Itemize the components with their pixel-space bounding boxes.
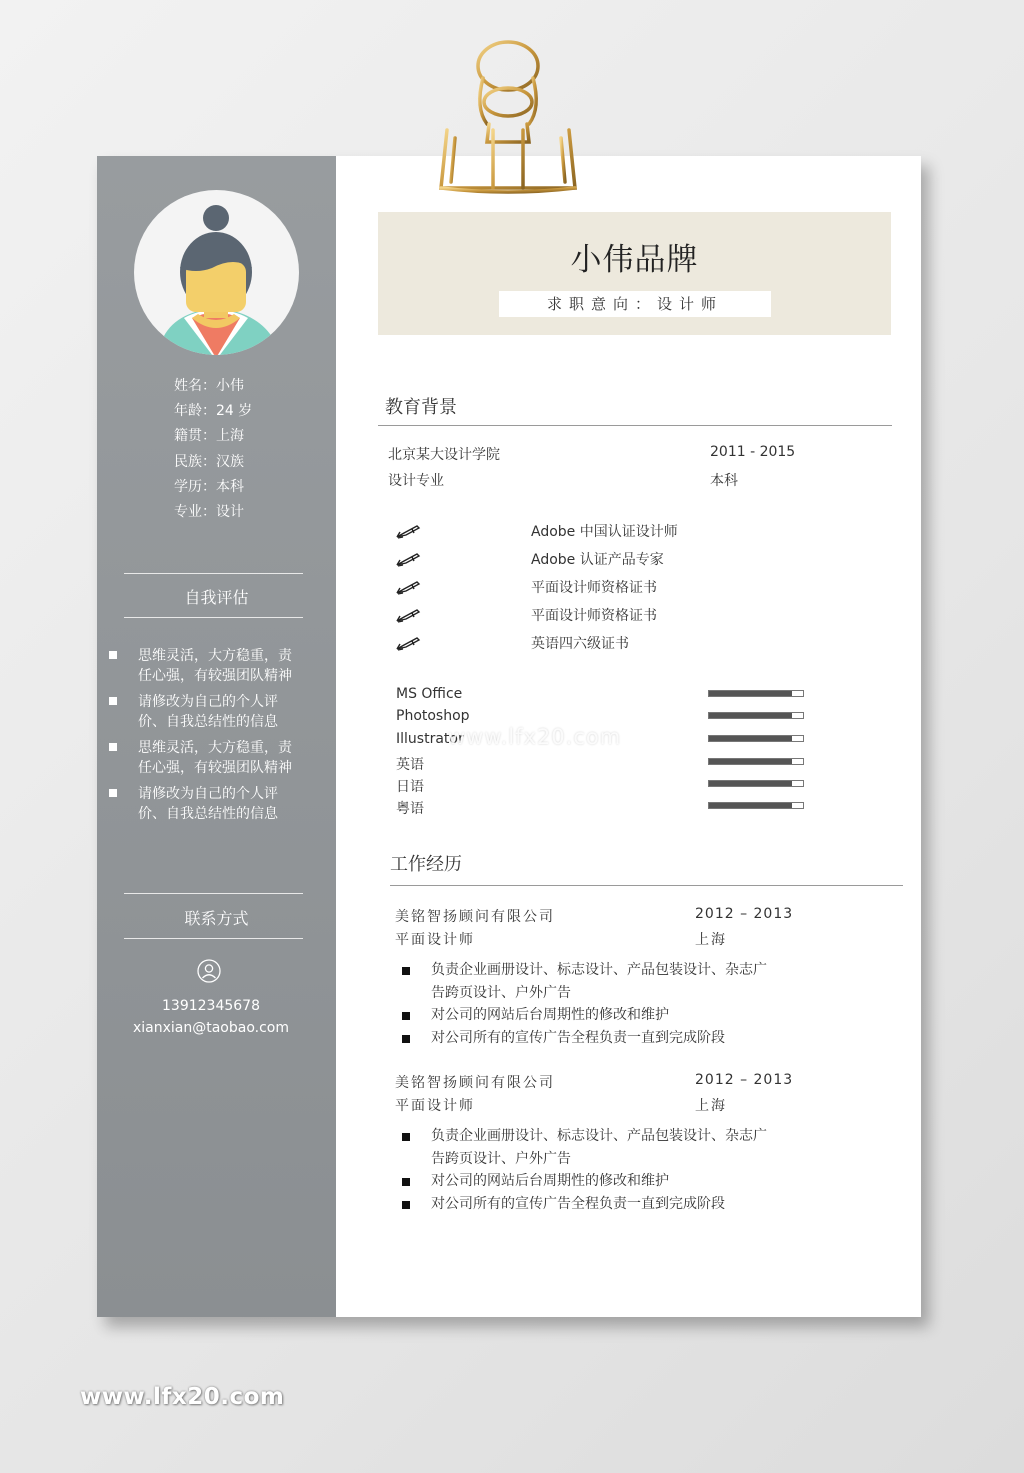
- section-divider: [390, 885, 903, 886]
- bullet-icon: [402, 1178, 410, 1186]
- bullet-icon: [402, 1012, 410, 1020]
- education-years: 2011 - 2015: [710, 444, 796, 460]
- job-duties: [402, 959, 822, 1049]
- skill-level-bar: [708, 802, 804, 809]
- bullet-icon: [402, 1201, 410, 1209]
- certificate-item: Adobe 中国认证设计师: [531, 524, 678, 540]
- watermark-logo: www.lfx20.com: [80, 1384, 285, 1410]
- major: 设计专业: [388, 473, 444, 489]
- pen-icon: [395, 523, 421, 539]
- duty-line: 对公司所有的宣传广告全程负责一直到完成阶段: [431, 1195, 725, 1212]
- bullet-icon: [109, 789, 117, 797]
- profile-ethnicity: 民族：汉族: [174, 453, 244, 470]
- duty-line: 对公司的网站后台周期性的修改和维护: [431, 1173, 669, 1189]
- bullet-icon: [402, 967, 410, 975]
- list-item-line: 思维灵活，大方稳重，责: [138, 740, 292, 756]
- user-circle-icon: [197, 959, 221, 983]
- avatar-illustration: [134, 190, 299, 355]
- list-item: [402, 959, 822, 1004]
- list-item: [402, 1125, 822, 1170]
- profile-name: 姓名：小伟: [174, 378, 244, 394]
- job-city: 上海: [695, 932, 727, 948]
- list-item-line: 请修改为自己的个人评: [138, 786, 278, 802]
- job-years: 2012 – 2013: [695, 1072, 794, 1088]
- school-name: 北京某大设计学院: [388, 447, 500, 463]
- skill-level-bar: [708, 690, 804, 697]
- pen-icon: [395, 579, 421, 595]
- job-role: 平面设计师: [395, 932, 475, 948]
- education-title: 教育背景: [385, 397, 457, 418]
- certificate-item: Adobe 认证产品专家: [531, 552, 664, 568]
- skill-level-bar: [708, 780, 804, 787]
- job-role: 平面设计师: [395, 1098, 475, 1114]
- bullet-icon: [402, 1035, 410, 1043]
- duty-line: 告跨页设计、户外广告: [431, 984, 571, 1001]
- degree: 本科: [710, 473, 738, 489]
- job-intent: 求职意向：设计师: [499, 291, 771, 317]
- job-city: 上海: [695, 1098, 727, 1114]
- skill-name: 粤语: [396, 801, 424, 817]
- divider: [124, 573, 303, 574]
- skill-level-fill: [709, 691, 792, 696]
- list-item-line: 价、自我总结性的信息: [138, 806, 278, 822]
- binder-clip-icon: [435, 38, 580, 210]
- list-item: [402, 1193, 822, 1216]
- list-item: [109, 692, 319, 732]
- list-item: [109, 646, 319, 686]
- profile-education: 学历：本科: [174, 478, 244, 495]
- section-divider: [378, 425, 892, 426]
- duty-line: 对公司所有的宣传广告全程负责一直到完成阶段: [431, 1029, 725, 1046]
- skill-name: MS Office: [396, 686, 463, 702]
- page-title: 小伟品牌: [570, 242, 699, 278]
- list-item: [402, 1170, 822, 1193]
- self-eval-title: 自我评估: [184, 588, 249, 607]
- self-eval-list: [109, 646, 319, 830]
- skill-level-bar: [708, 712, 804, 719]
- divider: [124, 617, 303, 618]
- list-item: [109, 784, 319, 824]
- skill-level-fill: [709, 781, 792, 786]
- skill-level-fill: [709, 736, 792, 741]
- certificate-item: 平面设计师资格证书: [531, 580, 657, 596]
- header-box: [378, 212, 891, 335]
- list-item-line: 价、自我总结性的信息: [138, 714, 278, 730]
- divider: [124, 893, 303, 894]
- pen-icon: [395, 607, 421, 623]
- watermark-center: www.lfx20.com: [448, 725, 622, 749]
- profile-age: 年龄：24 岁: [174, 403, 253, 420]
- bullet-icon: [402, 1133, 410, 1141]
- certificate-item: 平面设计师资格证书: [531, 608, 657, 624]
- bullet-icon: [109, 743, 117, 751]
- contact-title: 联系方式: [184, 909, 249, 928]
- pen-icon: [395, 551, 421, 567]
- bullet-icon: [109, 651, 117, 659]
- phone-number: 13912345678: [162, 998, 260, 1014]
- job-duties: [402, 1125, 822, 1215]
- skill-name: Illustrator: [396, 731, 464, 747]
- skill-name: 英语: [396, 757, 424, 773]
- sidebar: [97, 156, 336, 1317]
- bullet-icon: [109, 697, 117, 705]
- list-item: [402, 1004, 822, 1027]
- company-name: 美铭智扬顾问有限公司: [395, 1075, 555, 1091]
- duty-line: 对公司的网站后台周期性的修改和维护: [431, 1007, 669, 1023]
- work-title: 工作经历: [390, 854, 462, 875]
- duty-line: 负责企业画册设计、标志设计、产品包装设计、杂志广: [431, 1128, 767, 1144]
- skill-level-fill: [709, 713, 792, 718]
- email-address: xianxian@taobao.com: [132, 1020, 290, 1036]
- avatar: [134, 190, 299, 355]
- skill-level-bar: [708, 735, 804, 742]
- skill-level-fill: [709, 759, 792, 764]
- list-item-line: 请修改为自己的个人评: [138, 694, 278, 710]
- list-item-line: 任心强，有较强团队精神: [138, 668, 292, 684]
- list-item: [402, 1027, 822, 1050]
- certificate-item: 英语四六级证书: [531, 636, 629, 652]
- duty-line: 负责企业画册设计、标志设计、产品包装设计、杂志广: [431, 962, 767, 978]
- company-name: 美铭智扬顾问有限公司: [395, 909, 555, 925]
- skill-name: 日语: [396, 779, 424, 795]
- duty-line: 告跨页设计、户外广告: [431, 1150, 571, 1167]
- profile-major: 专业：设计: [174, 504, 244, 521]
- list-item-line: 思维灵活，大方稳重，责: [138, 648, 292, 664]
- job-years: 2012 – 2013: [695, 906, 794, 922]
- skill-level-fill: [709, 803, 792, 808]
- profile-info: [174, 374, 252, 525]
- profile-origin: 籍贯：上海: [174, 428, 244, 445]
- list-item-line: 任心强，有较强团队精神: [138, 760, 292, 776]
- skill-name: Photoshop: [396, 708, 470, 724]
- pen-icon: [395, 635, 421, 651]
- list-item: [109, 738, 319, 778]
- skill-level-bar: [708, 758, 804, 765]
- divider: [124, 938, 303, 939]
